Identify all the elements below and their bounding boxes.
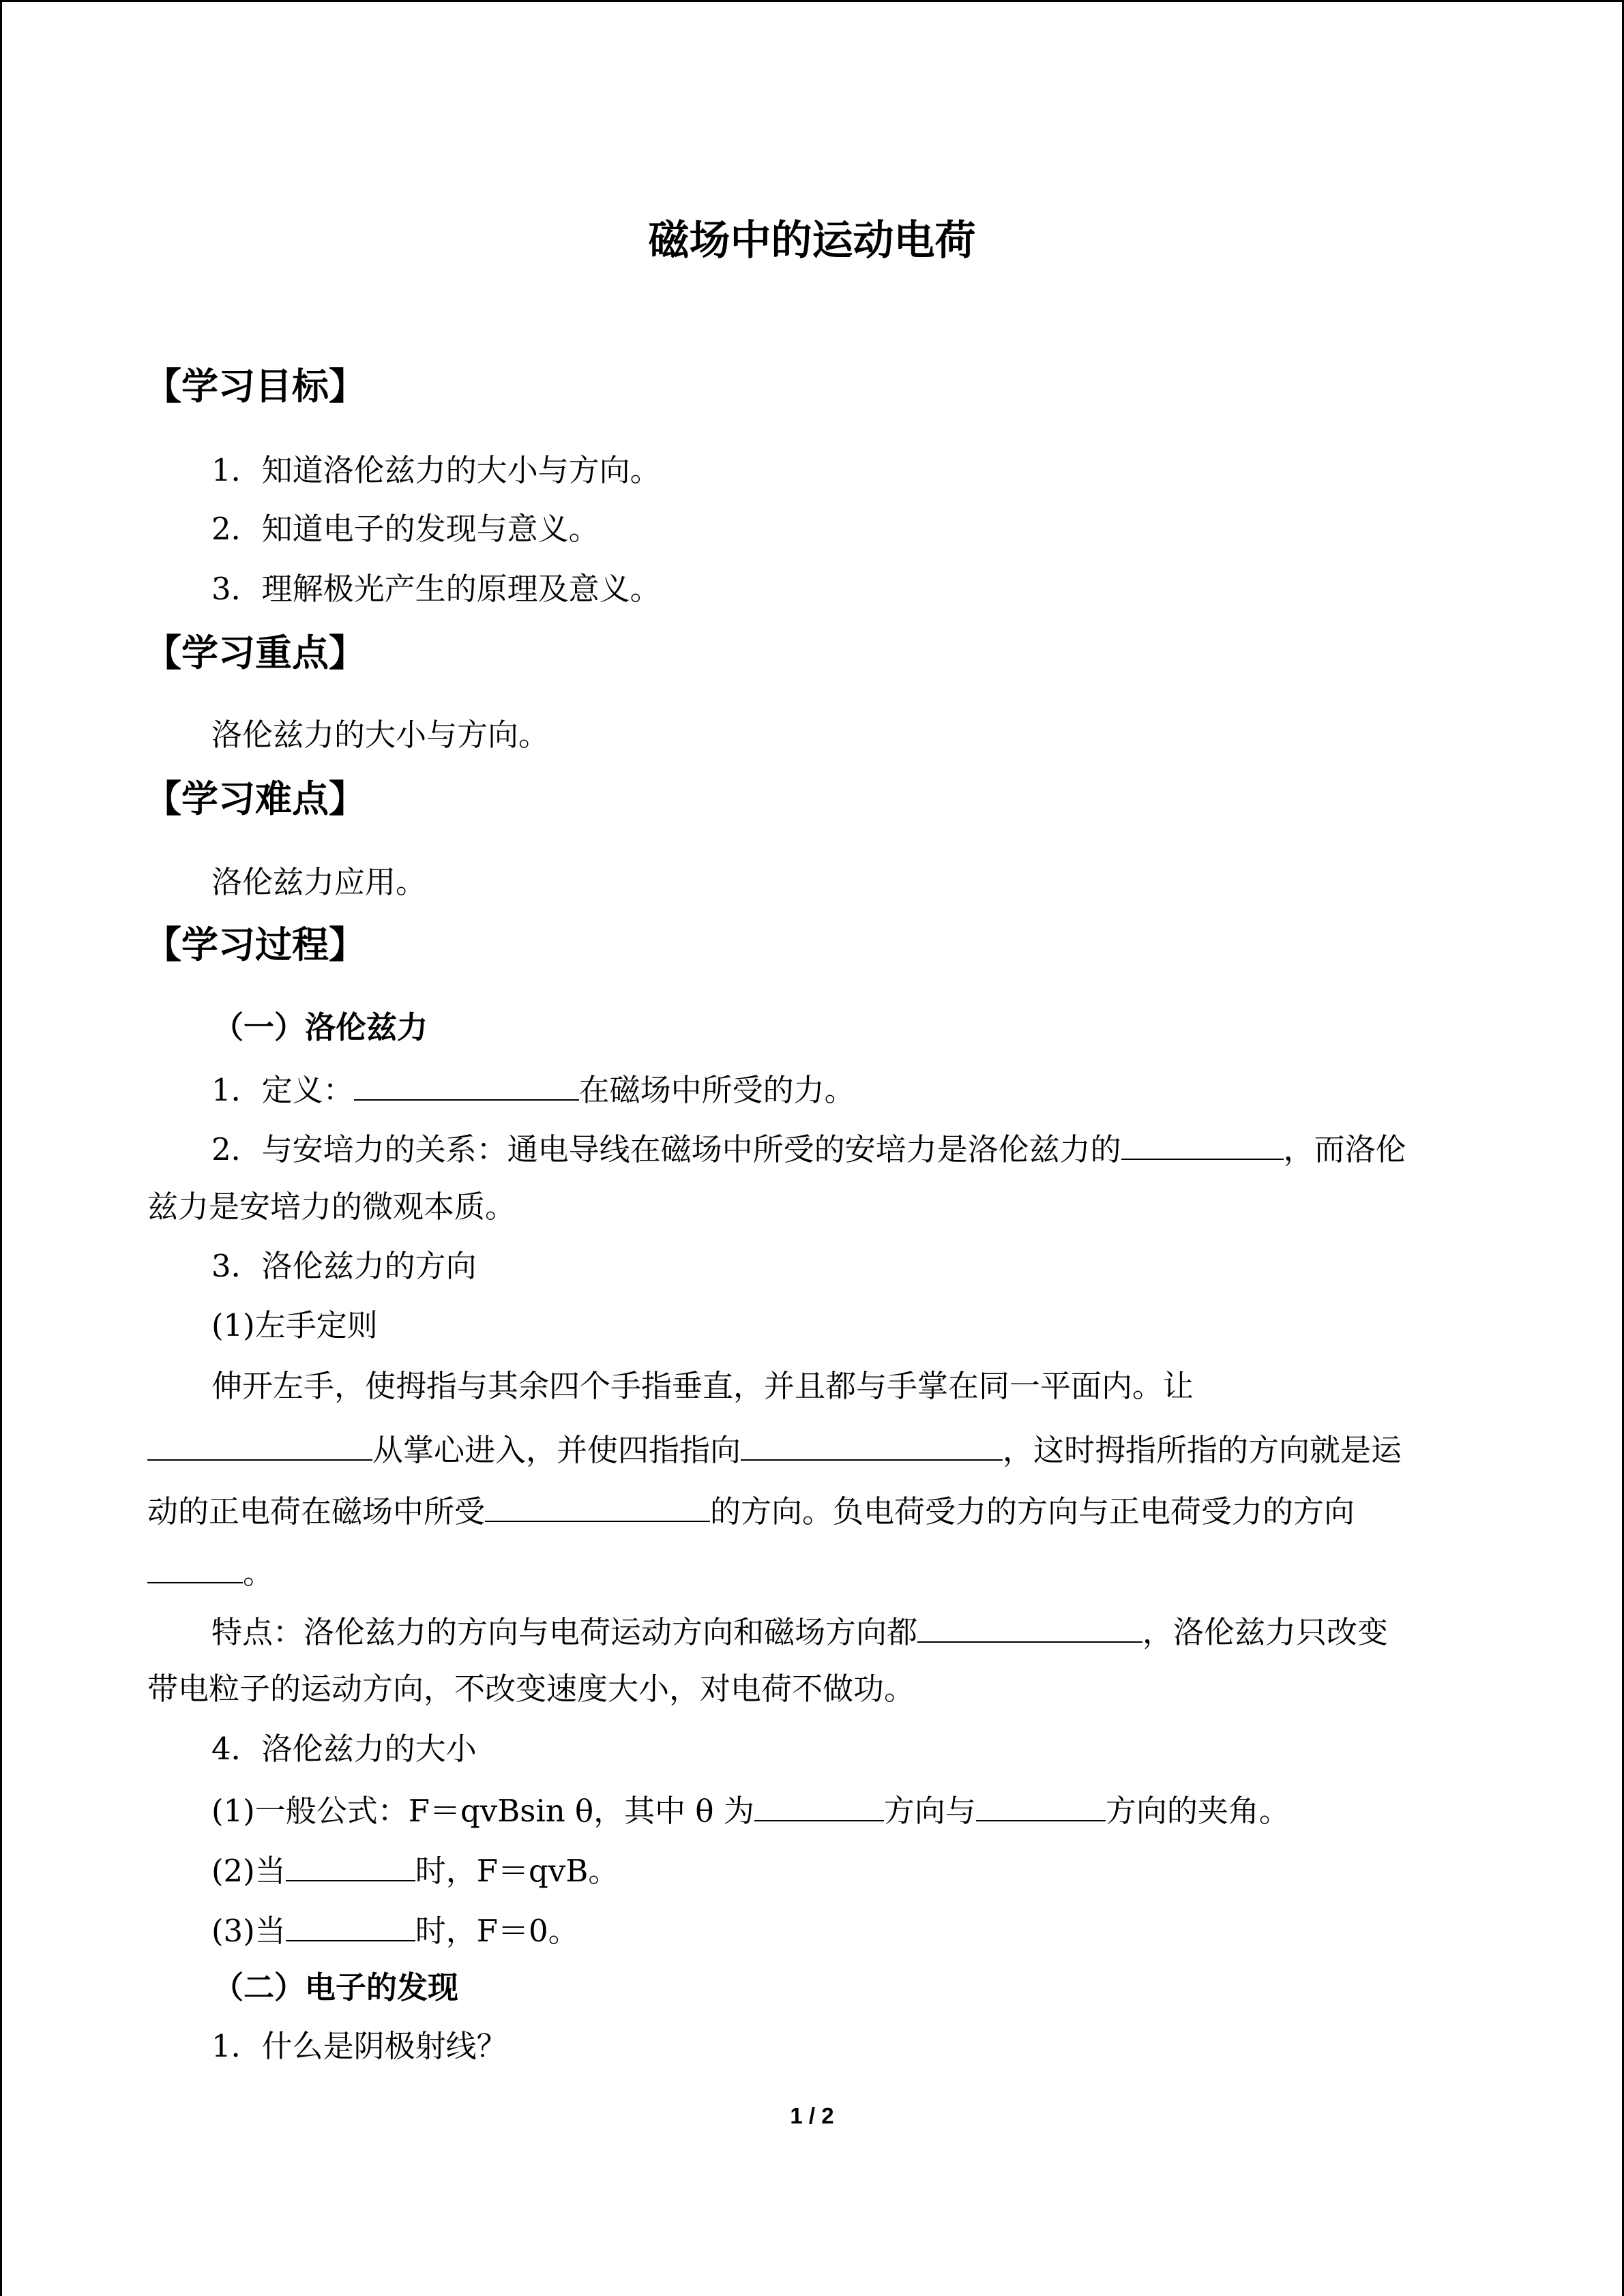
direction-heading: 3．洛伦兹力的方向	[211, 1248, 477, 1284]
section-heading-key-points: 【学习重点】	[145, 631, 366, 674]
rule-line-3-b: 的方向。负电荷受力的方向与正电荷受力的方向	[710, 1493, 1355, 1530]
definition-prefix: 1．定义：	[211, 1072, 354, 1108]
relation-suffix: ，而洛伦	[1283, 1131, 1406, 1167]
feature-a: 特点：洛伦兹力的方向与电荷运动方向和磁场方向都	[211, 1614, 918, 1650]
rule-line-3	[147, 1485, 1355, 1536]
rule-line-2-a: 从掌心进入，并使四指指向	[372, 1432, 741, 1468]
fill-blank	[147, 1424, 372, 1461]
fill-blank	[147, 1547, 243, 1583]
rule-line-2-b: ，这时拇指所指的方向就是运	[1003, 1432, 1402, 1468]
formula-c: 方向的夹角。	[1105, 1793, 1290, 1829]
feature-line-2: 带电粒子的运动方向，不改变速度大小，对电荷不做功。	[147, 1671, 915, 1707]
case-2-line	[211, 1845, 619, 1895]
case-3-a: (3)当	[211, 1913, 286, 1949]
feature-b: ，洛伦兹力只改变	[1142, 1614, 1389, 1650]
definition-line	[211, 1064, 855, 1114]
subsection-heading-electron: （二）电子的发现	[213, 1969, 459, 2006]
formula-a: (1)一般公式：F＝qvBsin θ，其中 θ 为	[211, 1793, 754, 1829]
fill-blank	[917, 1606, 1142, 1643]
objective-item: 2．知道电子的发现与意义。	[211, 511, 600, 547]
fill-blank	[1121, 1123, 1284, 1160]
relation-prefix: 2．与安培力的关系：通电导线在磁场中所受的安培力是洛伦兹力的	[211, 1131, 1121, 1167]
feature-line	[211, 1606, 1388, 1656]
rule-line-1: 伸开左手，使拇指与其余四个手指垂直，并且都与手掌在同一平面内。让	[211, 1368, 1194, 1404]
rule-line-2	[147, 1424, 1402, 1474]
rule-line-3-a: 动的正电荷在磁场中所受	[147, 1493, 486, 1530]
objective-item: 1．知道洛伦兹力的大小与方向。	[211, 452, 661, 488]
fill-blank	[286, 1905, 415, 1941]
page-number: 1 / 2	[790, 2103, 834, 2128]
fill-blank	[286, 1845, 415, 1881]
section-heading-process: 【学习过程】	[145, 923, 366, 966]
fill-blank	[754, 1785, 884, 1821]
formula-b: 方向与	[883, 1793, 976, 1829]
left-hand-rule-heading: (1)左手定则	[211, 1307, 378, 1343]
fill-blank	[976, 1785, 1106, 1821]
section-heading-difficulties: 【学习难点】	[145, 777, 366, 820]
case-2-b: 时，F＝qvB。	[415, 1853, 619, 1889]
question-1: 1．什么是阴极射线？	[211, 2028, 507, 2064]
objective-item: 3．理解极光产生的原理及意义。	[211, 571, 661, 607]
difficulties-text: 洛伦兹力应用。	[211, 864, 427, 900]
rule-line-4-end: 。	[243, 1555, 274, 1591]
definition-suffix: 在磁场中所受的力。	[578, 1072, 855, 1108]
fill-blank	[354, 1064, 579, 1101]
case-3-line	[211, 1905, 579, 1955]
relation-line	[211, 1123, 1406, 1174]
case-2-a: (2)当	[211, 1853, 286, 1889]
relation-line-2: 兹力是安培力的微观本质。	[147, 1189, 516, 1225]
key-points-text: 洛伦兹力的大小与方向。	[211, 717, 550, 753]
case-3-b: 时，F＝0。	[415, 1913, 579, 1949]
fill-blank	[485, 1485, 710, 1522]
page-title: 磁场中的运动电荷	[648, 217, 976, 265]
rule-line-4	[147, 1547, 274, 1597]
subsection-heading-lorentz: （一）洛伦兹力	[213, 1009, 428, 1045]
fill-blank	[741, 1424, 1003, 1461]
magnitude-heading: 4．洛伦兹力的大小	[211, 1731, 477, 1767]
formula-line	[211, 1785, 1290, 1835]
section-heading-objectives: 【学习目标】	[145, 365, 366, 408]
